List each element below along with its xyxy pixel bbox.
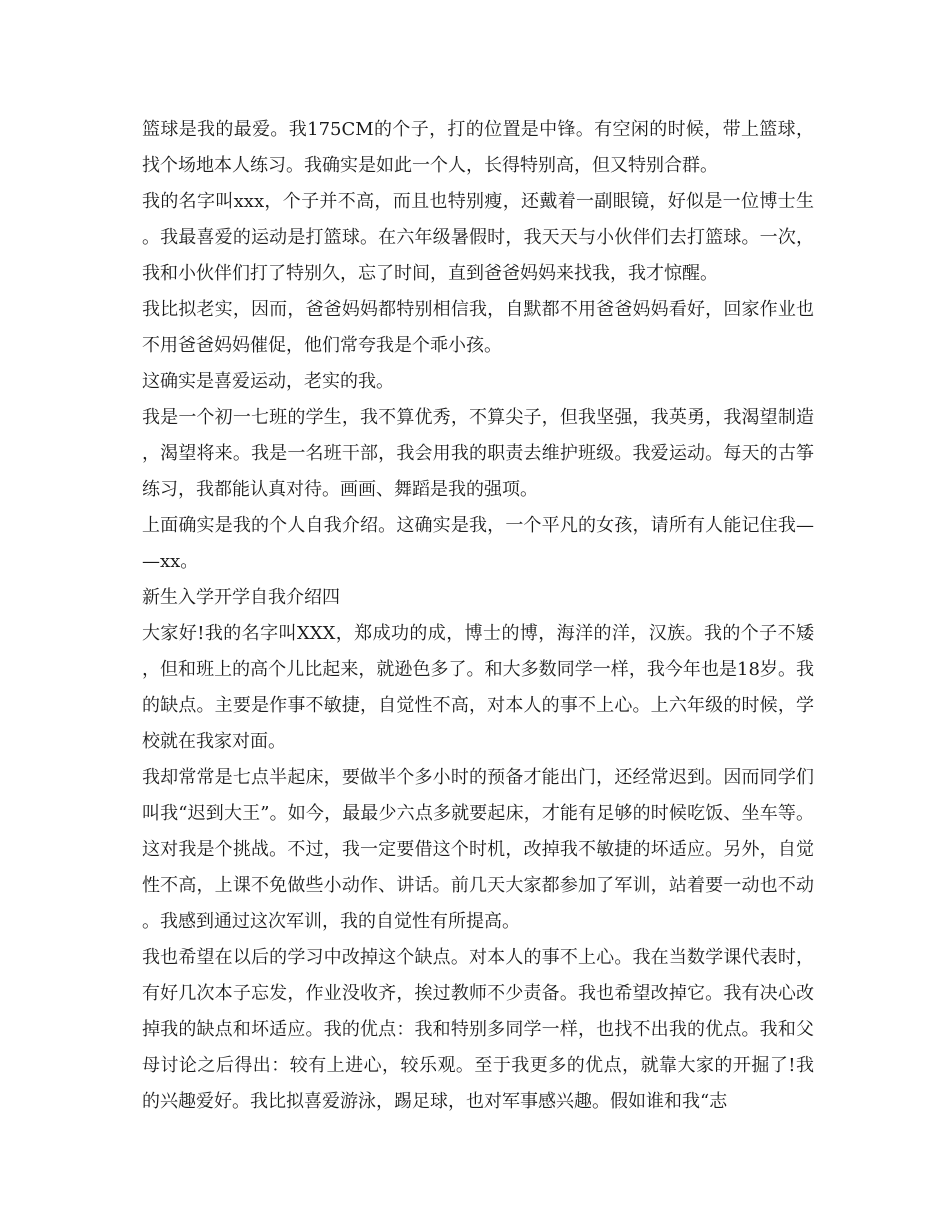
paragraph-late-king: 我却常常是七点半起床，要做半个多小时的预备才能出门，还经常迟到。因而同学们叫我“迟到大王”。如今，最最少六点多就要起床，才能有足够的时候吃饭、坐车等。这对我是个挑战。不过，我一定要借这个时机，改掉我不敏捷的坏适应。另外，自觉性不高，上课不免做些小动作、讲话。前几天大家都参加了军训，站着要一动也不动。我感到通过这次军训，我的自觉性有所提高。 xyxy=(142,767,814,932)
document-body xyxy=(142,112,814,1120)
paragraph-remember-me: 上面确实是我的个人自我介绍。这确实是我，一个平凡的女孩，请所有人能记住我——xx。 xyxy=(142,515,814,572)
paragraph-basketball-intro: 篮球是我的最爱。我175CM的个子，打的位置是中锋。有空闲的时候，带上篮球，找个场地本人练习。我确实是如此一个人，长得特别高，但又特别合群。 xyxy=(142,119,814,176)
paragraph-summary-sports: 这确实是喜爱运动，老实的我。 xyxy=(142,371,394,392)
paragraph-hello-everyone: 大家好!我的名字叫XXX，郑成功的成，博士的博，海洋的洋，汉族。我的个子不矮，但和班上的高个儿比起来，就逊色多了。和大多数同学一样，我今年也是18岁。我的缺点。主要是作事不敏捷，自觉性不高，对本人的事不上心。上六年级的时候，学校就在我家对面。 xyxy=(142,623,814,752)
paragraph-honest: 我比拟老实，因而，爸爸妈妈都特别相信我，自默都不用爸爸妈妈看好，回家作业也不用爸爸妈妈催促，他们常夸我是个乖小孩。 xyxy=(142,299,814,356)
paragraph-shortcomings-hobbies: 我也希望在以后的学习中改掉这个缺点。对本人的事不上心。我在当数学课代表时，有好几次本子忘发，作业没收齐，挨过教师不少责备。我也希望改掉它。我有决心改掉我的缺点和坏适应。我的优点：我和特别多同学一样，也找不出我的优点。我和父母讨论之后得出：较有上进心，较乐观。至于我更多的优点，就靠大家的开掘了!我的兴趣爱好。我比拟喜爱游泳，踢足球，也对军事感兴趣。假如谁和我“志 xyxy=(142,947,814,1112)
section-heading-intro-four: 新生入学开学自我介绍四 xyxy=(142,587,340,608)
paragraph-name-xxx: 我的名字叫xxx，个子并不高，而且也特别瘦，还戴着一副眼镜，好似是一位博士生。我最喜爱的运动是打篮球。在六年级暑假时，我天天与小伙伴们去打篮球。一次，我和小伙伴们打了特别久，忘了时间，直到爸爸妈妈来找我，我才惊醒。 xyxy=(142,191,814,284)
paragraph-class-seven: 我是一个初一七班的学生，我不算优秀，不算尖子，但我坚强，我英勇，我渴望制造，渴望将来。我是一名班干部，我会用我的职责去维护班级。我爱运动。每天的古筝练习，我都能认真对待。画画、舞蹈是我的强项。 xyxy=(142,407,814,500)
